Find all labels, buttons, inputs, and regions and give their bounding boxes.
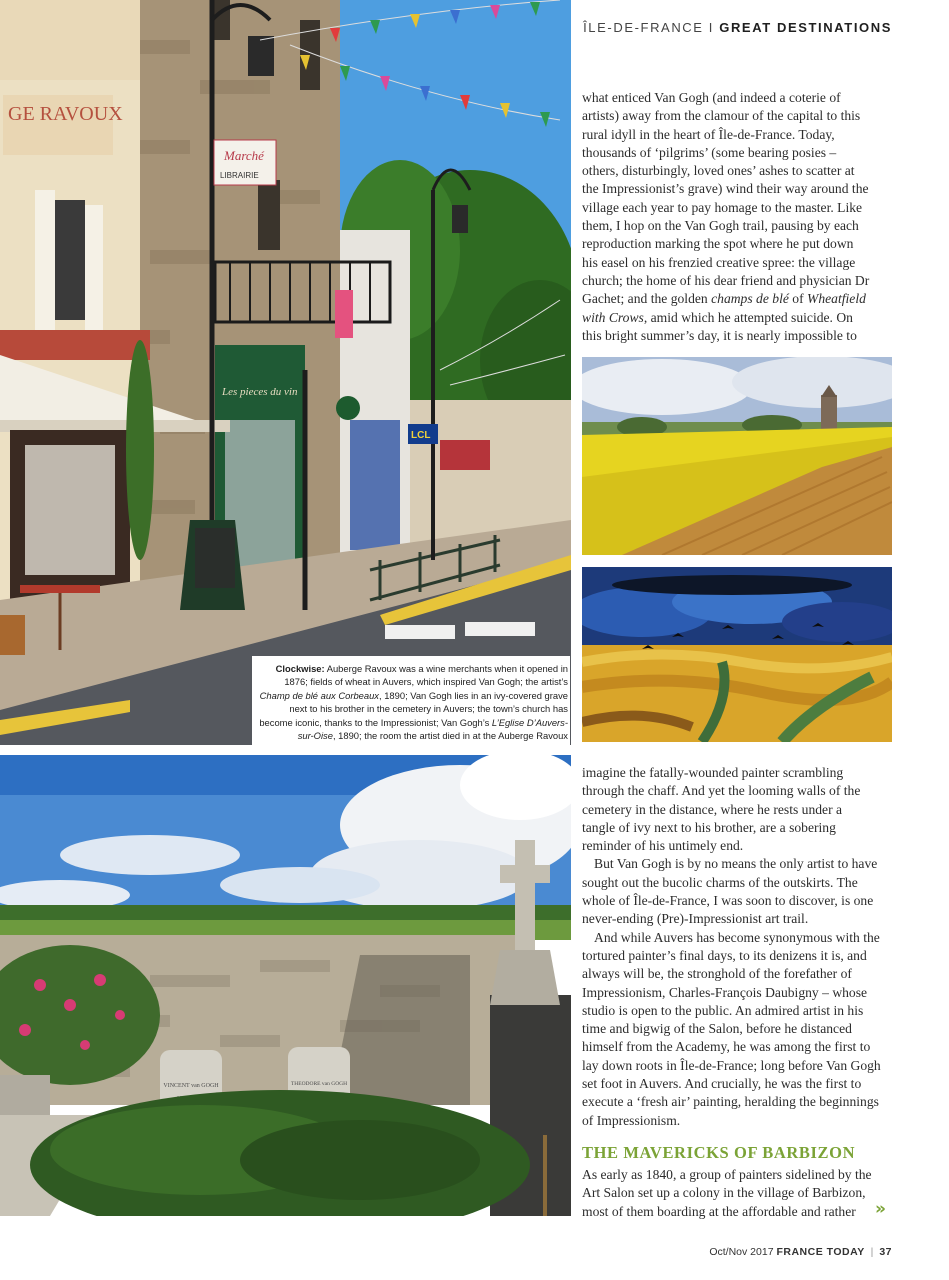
text-line: his easel on his frenzied creative spree: the village [582, 254, 856, 270]
caption-text-2: , 1890; Van Gogh lies in an ivy-covered grave next to his brother in the cemetery in Auvers; the town’s church has become iconic, thanks to the Impressionist; Van Gogh’s [259, 689, 568, 728]
text-line: set foot in Auvers. And crucially, he was the first to [582, 1076, 862, 1092]
page-number: 37 [879, 1246, 892, 1258]
text-line: them, I hop on the Van Gogh trail, pausing by each [582, 218, 859, 234]
text-line: this bright summer’s day, it is nearly impossible to [582, 327, 857, 343]
text-line: thousands of ‘pilgrims’ (some bearing posies – [582, 144, 837, 160]
photo-caption [252, 656, 570, 746]
text-line: of Impressionism. [582, 1112, 681, 1128]
text-line: As early as 1840, a group of painters sidelined by the [582, 1167, 872, 1182]
text-line: the Impressionist’s grave) wind their way around the [582, 181, 869, 197]
street-scene-photo [0, 0, 571, 745]
text-line: through the chaff. And yet the looming walls of the [582, 783, 861, 799]
text-line: time and bigwig of the Salon, before he distanced [582, 1021, 852, 1037]
text-line: village each year to pay homage to the master. Like [582, 199, 863, 215]
text-span: Gachet; and the golden [582, 291, 712, 307]
caption-text-1: Auberge Ravoux was a wine merchants when it opened in 1876; fields of wheat in Auvers, which inspired Van Gogh; the artist’s [284, 663, 568, 688]
caption-italic-2: L’Eglise D’Auvers-sur-Oise [297, 716, 568, 742]
footer-separator: | [870, 1246, 874, 1258]
text-line [582, 309, 892, 327]
text-line: others, disturbingly, loved ones’ ashes to scatter at [582, 163, 855, 179]
text-line: reminder of his untimely end. [582, 838, 744, 854]
text-line: cemetery in the distance, where he rests under a [582, 801, 843, 817]
continue-arrow-icon: » [875, 1199, 886, 1219]
text-line: imagine the fatally-wounded painter scrambling [582, 765, 844, 780]
text-line: sought out the bucolic charms of the outskirts. The [582, 874, 858, 890]
text-line: execute a ‘fresh air’ painting, heralding the beginnings [582, 1094, 879, 1110]
lcl-sign: LCL [411, 430, 431, 441]
running-header [560, 20, 892, 35]
text-line: Impressionism, Charles-François Daubigny – whose [582, 984, 868, 1000]
italic-title: with Crows [582, 309, 644, 325]
text-line: But Van Gogh is by no means the only artist to have [594, 856, 878, 872]
headstone-theo-name: THEODORE van GOGH [290, 1081, 348, 1087]
text-line [582, 290, 892, 308]
article-column-barbizon [582, 1166, 882, 1221]
text-line: most of them boarding at the affordable and rather [582, 1203, 856, 1219]
text-span: , amid which he attempted suicide. On [643, 309, 853, 325]
text-line: studio is open to the public. An admired artist in his [582, 1002, 864, 1018]
text-line: rural idyll in the heart of Île-de-France. Today, [582, 126, 835, 142]
text-line: always will be, the stronghold of the forefather of [582, 966, 852, 982]
text-span: of [788, 291, 808, 307]
header-title: GREAT DESTINATIONS [719, 20, 892, 35]
text-line: lay down roots in Île-de-France; long before Van Gogh [582, 1057, 881, 1073]
text-line: Art Salon set up a colony in the village of Barbizon, [582, 1185, 866, 1201]
article-column-bottom [582, 764, 892, 1130]
italic-title: champs de blé [711, 291, 789, 307]
cemetery-photo [0, 755, 571, 1216]
article-column-top [582, 89, 892, 345]
text-line: what enticed Van Gogh (and indeed a coterie of [582, 90, 841, 105]
section-subheading: THE MAVERICKS OF BARBIZON [582, 1143, 856, 1162]
text-line: And while Auvers has become synonymous with the [594, 929, 880, 945]
footer-issue: Oct/Nov 2017 [709, 1246, 774, 1258]
text-line: never-ending (Pre)-Impressionist art trail. [582, 911, 809, 927]
caption-text-3: , 1890; the room the artist died in at the Auberge Ravoux [332, 730, 568, 742]
page-footer [560, 1246, 892, 1258]
wheat-field-photo [582, 357, 892, 555]
text-line: artists) away from the clamour of the capital to this [582, 108, 861, 124]
text-line: tangle of ivy next to his brother, are a sobering [582, 819, 836, 835]
text-line: himself from the Academy, he was among the first to [582, 1039, 871, 1055]
ravoux-sign: GE RAVOUX [8, 103, 123, 125]
librairie-sign: LIBRAIRIE [220, 171, 259, 180]
caption-italic-1: Champ de blé aux Corbeaux [259, 689, 379, 701]
marche-sign: Marché [224, 148, 264, 163]
italic-title: Wheatfield [807, 291, 866, 307]
text-line: tortured painter’s final days, to its denizens it is, and [582, 947, 867, 963]
header-separator: I [708, 20, 715, 35]
headstone-vincent-name: VINCENT van GOGH [163, 1083, 219, 1089]
wheatfield-crows-painting [582, 567, 892, 742]
shop-sign: Les pieces du vin [222, 386, 298, 398]
text-line: church; the home of his dear friend and physician Dr [582, 272, 870, 288]
text-line: reproduction marking the spot where he put down [582, 236, 854, 252]
text-line: whole of Île-de-France, I was soon to discover, is one [582, 893, 874, 909]
footer-magazine: FRANCE TODAY [776, 1246, 865, 1258]
caption-lead: Clockwise: [275, 663, 325, 674]
header-section: ÎLE-DE-FRANCE [583, 20, 704, 35]
